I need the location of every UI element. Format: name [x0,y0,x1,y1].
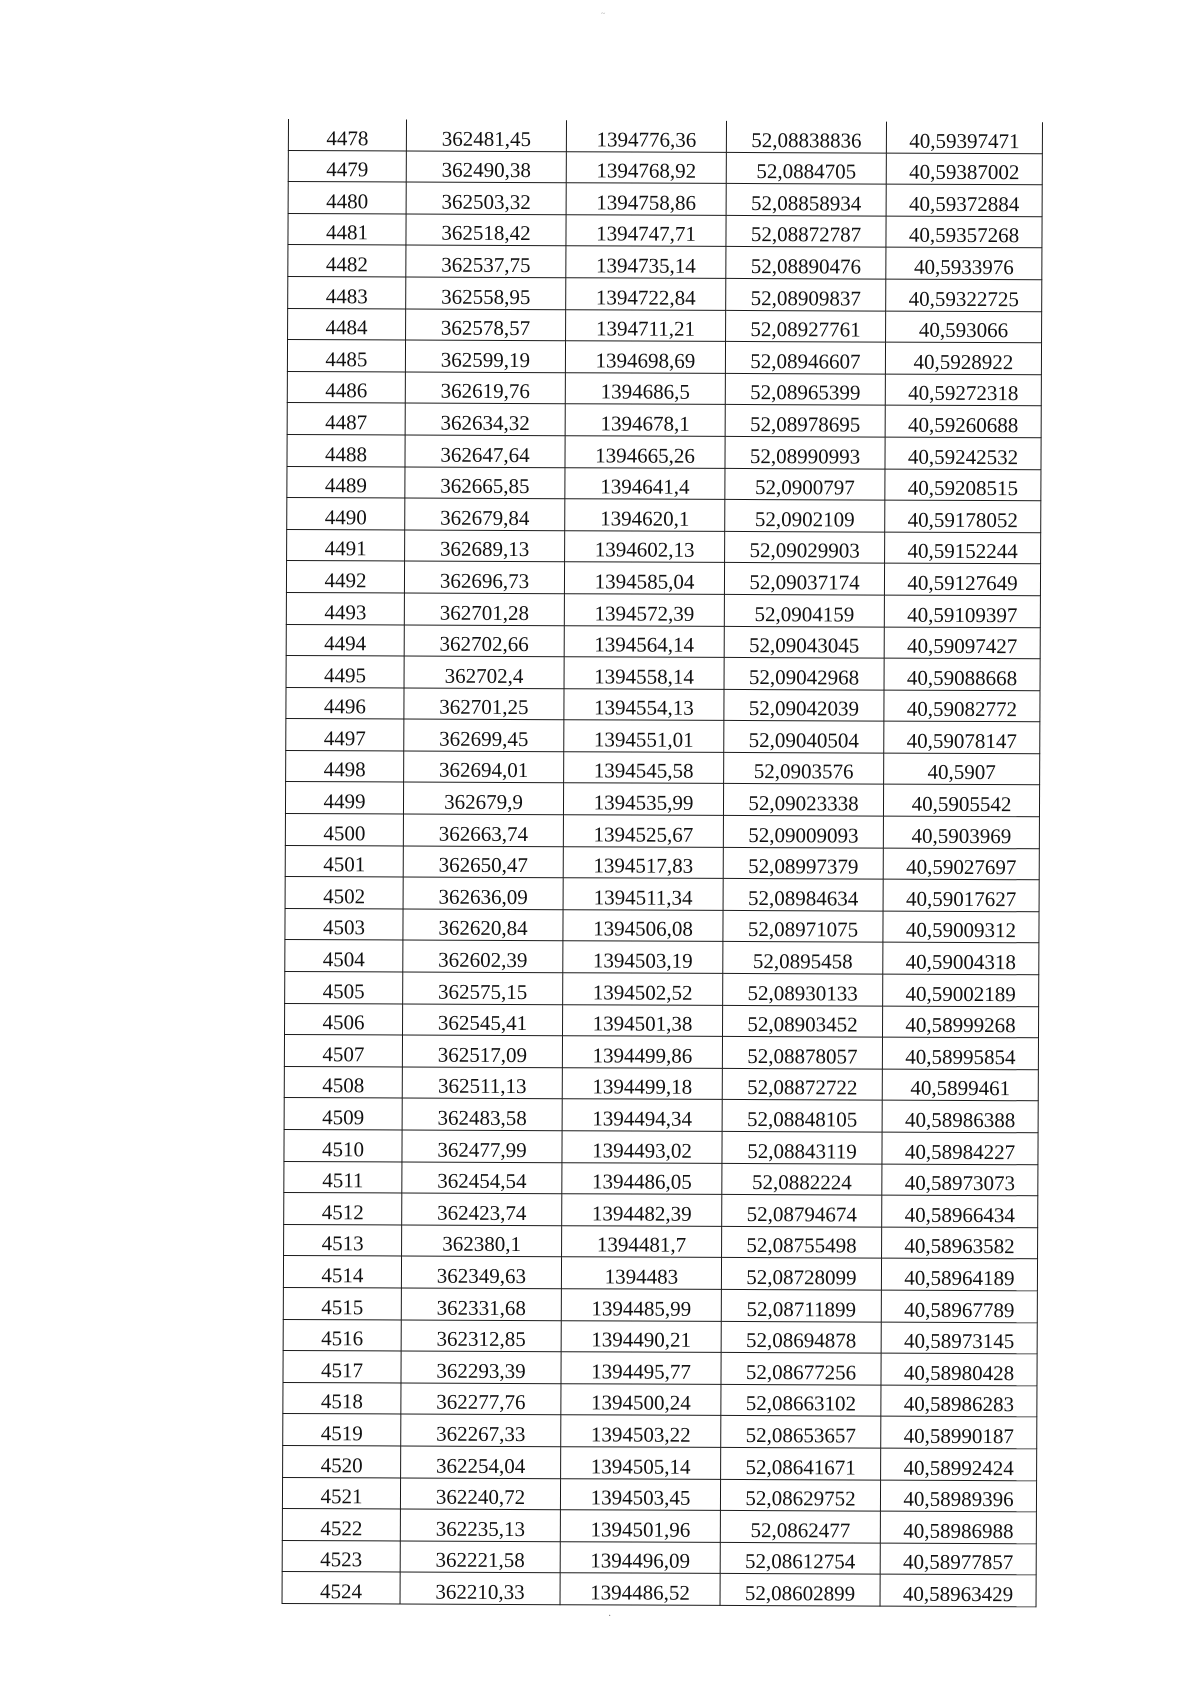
longitude-cell: 40,5903969 [883,816,1039,848]
y-coordinate-cell: 1394483 [561,1257,721,1289]
y-coordinate-cell: 1394486,52 [560,1573,720,1605]
y-coordinate-cell: 1394572,39 [564,594,724,626]
table-row [283,1382,1037,1417]
longitude-cell: 40,58977857 [880,1543,1036,1575]
longitude-cell: 40,59002189 [883,974,1039,1006]
table-row [282,1509,1036,1544]
latitude-cell: 52,09042968 [724,658,884,690]
x-coordinate-cell: 362312,85 [401,1320,561,1352]
x-coordinate-cell: 362702,66 [404,625,564,657]
table-row [287,498,1041,533]
latitude-cell: 52,08838836 [726,121,886,153]
table-row [287,340,1041,375]
x-coordinate-cell: 362293,39 [401,1351,561,1383]
longitude-cell: 40,58986388 [882,1101,1038,1133]
longitude-cell: 40,5905542 [883,785,1039,817]
latitude-cell: 52,0895458 [723,942,883,974]
longitude-cell: 40,59109397 [884,595,1040,627]
table-row [288,119,1042,153]
longitude-cell: 40,59017627 [883,879,1039,911]
table-row [282,1477,1036,1512]
point-number-cell: 4484 [288,308,406,340]
point-number-cell: 4500 [285,814,403,846]
x-coordinate-cell: 362483,58 [402,1098,562,1130]
longitude-cell: 40,58973145 [881,1322,1037,1354]
x-coordinate-cell: 362518,42 [406,214,566,246]
latitude-cell: 52,08728099 [721,1258,881,1290]
point-number-cell: 4506 [285,1003,403,1035]
y-coordinate-cell: 1394485,99 [561,1289,721,1321]
table-row [283,1351,1037,1386]
longitude-cell: 40,59097427 [884,627,1040,659]
y-coordinate-cell: 1394768,92 [566,151,726,183]
latitude-cell: 52,08602899 [720,1574,880,1606]
table-row [283,1445,1037,1480]
table-row [287,434,1041,469]
point-number-cell: 4491 [287,529,405,561]
longitude-cell: 40,5899461 [882,1069,1038,1101]
point-number-cell: 4494 [286,624,404,656]
x-coordinate-cell: 362699,45 [404,719,564,751]
longitude-cell: 40,59260688 [885,405,1041,437]
x-coordinate-cell: 362240,72 [400,1478,560,1510]
x-coordinate-cell: 362235,13 [400,1509,560,1541]
x-coordinate-cell: 362277,76 [401,1383,561,1415]
point-number-cell: 4487 [287,403,405,435]
x-coordinate-cell: 362267,33 [401,1414,561,1446]
y-coordinate-cell: 1394493,02 [562,1131,722,1163]
table-row [286,719,1040,754]
point-number-cell: 4509 [284,1098,402,1130]
latitude-cell: 52,08946607 [725,342,885,374]
latitude-cell: 52,09009093 [723,815,883,847]
latitude-cell: 52,0902109 [725,500,885,532]
y-coordinate-cell: 1394482,39 [562,1194,722,1226]
table-row [283,1256,1037,1291]
scan-speck: ~ [601,9,606,18]
longitude-cell: 40,59372884 [886,184,1042,216]
table-row [286,687,1040,722]
longitude-cell: 40,59208515 [885,469,1041,501]
table-row [285,877,1039,912]
y-coordinate-cell: 1394554,13 [564,688,724,720]
y-coordinate-cell: 1394499,86 [562,1036,722,1068]
table-row [286,561,1040,596]
y-coordinate-cell: 1394494,34 [562,1099,722,1131]
latitude-cell: 52,09023338 [723,784,883,816]
table-row [286,592,1040,627]
y-coordinate-cell: 1394502,52 [563,973,723,1005]
x-coordinate-cell: 362503,32 [406,182,566,214]
x-coordinate-cell: 362511,13 [402,1067,562,1099]
latitude-cell: 52,08984634 [723,879,883,911]
x-coordinate-cell: 362599,19 [405,340,565,372]
x-coordinate-cell: 362221,58 [400,1541,560,1573]
x-coordinate-cell: 362517,09 [402,1035,562,1067]
point-number-cell: 4507 [284,1035,402,1067]
y-coordinate-cell: 1394490,21 [561,1320,721,1352]
table-row [288,150,1042,185]
table-row [284,1098,1038,1133]
point-number-cell: 4508 [284,1066,402,1098]
point-number-cell: 4489 [287,466,405,498]
longitude-cell: 40,59027697 [883,848,1039,880]
x-coordinate-cell: 362679,84 [405,498,565,530]
point-number-cell: 4479 [288,150,406,182]
table-row [288,245,1042,280]
point-number-cell: 4514 [283,1256,401,1288]
latitude-cell: 52,08629752 [720,1479,880,1511]
table-row [284,1193,1038,1228]
y-coordinate-cell: 1394776,36 [566,120,726,152]
longitude-cell: 40,59387002 [886,153,1042,185]
y-coordinate-cell: 1394496,09 [560,1541,720,1573]
latitude-cell: 52,08794674 [722,1195,882,1227]
longitude-cell: 40,58995854 [882,1037,1038,1069]
x-coordinate-cell: 362490,38 [406,151,566,183]
x-coordinate-cell: 362575,15 [403,972,563,1004]
x-coordinate-cell: 362558,95 [406,277,566,309]
longitude-cell: 40,58986988 [880,1511,1036,1543]
table-row [288,213,1042,248]
latitude-cell: 52,08909837 [726,278,886,310]
table-row [286,624,1040,659]
latitude-cell: 52,0884705 [726,152,886,184]
y-coordinate-cell: 1394711,21 [566,309,726,341]
longitude-cell: 40,58999268 [882,1006,1038,1038]
latitude-cell: 52,08677256 [721,1353,881,1385]
longitude-cell: 40,58986283 [881,1385,1037,1417]
table-row [285,814,1039,849]
x-coordinate-cell: 362481,45 [406,120,566,152]
point-number-cell: 4503 [285,908,403,940]
table-row [288,308,1042,343]
y-coordinate-cell: 1394665,26 [565,436,725,468]
latitude-cell: 52,0862477 [720,1511,880,1543]
y-coordinate-cell: 1394501,96 [560,1510,720,1542]
point-number-cell: 4517 [283,1351,401,1383]
y-coordinate-cell: 1394678,1 [565,404,725,436]
longitude-cell: 40,58963582 [882,1227,1038,1259]
latitude-cell: 52,08997379 [723,847,883,879]
table-row [284,1161,1038,1196]
table-row [287,371,1041,406]
point-number-cell: 4520 [283,1445,401,1477]
table-row [284,1224,1038,1259]
y-coordinate-cell: 1394501,38 [563,1004,723,1036]
y-coordinate-cell: 1394505,14 [561,1447,721,1479]
x-coordinate-cell: 362679,9 [403,782,563,814]
latitude-cell: 52,0903576 [724,752,884,784]
y-coordinate-cell: 1394551,01 [564,720,724,752]
point-number-cell: 4497 [286,719,404,751]
x-coordinate-cell: 362650,47 [403,846,563,878]
table-row [282,1540,1036,1575]
latitude-cell: 52,09029903 [725,531,885,563]
y-coordinate-cell: 1394500,24 [561,1383,721,1415]
y-coordinate-cell: 1394503,45 [560,1478,720,1510]
y-coordinate-cell: 1394686,5 [565,372,725,404]
point-number-cell: 4492 [286,561,404,593]
latitude-cell: 52,08930133 [723,973,883,1005]
y-coordinate-cell: 1394545,58 [564,752,724,784]
x-coordinate-cell: 362634,32 [405,403,565,435]
y-coordinate-cell: 1394481,7 [562,1225,722,1257]
longitude-cell: 40,58963429 [880,1574,1036,1606]
point-number-cell: 4481 [288,213,406,245]
latitude-cell: 52,08927761 [726,310,886,342]
x-coordinate-cell: 362602,39 [403,940,563,972]
latitude-cell: 52,08978695 [725,405,885,437]
point-number-cell: 4493 [286,592,404,624]
latitude-cell: 52,08878057 [722,1037,882,1069]
table-row [285,1003,1039,1038]
scan-dot: · [608,1611,612,1622]
x-coordinate-cell: 362349,63 [401,1256,561,1288]
point-number-cell: 4519 [283,1414,401,1446]
latitude-cell: 52,09043045 [724,626,884,658]
point-number-cell: 4480 [288,182,406,214]
x-coordinate-cell: 362689,13 [405,530,565,562]
y-coordinate-cell: 1394585,04 [564,562,724,594]
y-coordinate-cell: 1394525,67 [563,815,723,847]
longitude-cell: 40,58966434 [882,1195,1038,1227]
table-row [285,908,1039,943]
longitude-cell: 40,59152244 [885,532,1041,564]
latitude-cell: 52,0882224 [722,1163,882,1195]
table-row [287,529,1041,564]
point-number-cell: 4515 [283,1287,401,1319]
longitude-cell: 40,59357268 [886,216,1042,248]
y-coordinate-cell: 1394620,1 [565,499,725,531]
latitude-cell: 52,09042039 [724,689,884,721]
x-coordinate-cell: 362665,85 [405,467,565,499]
longitude-cell: 40,5928922 [885,342,1041,374]
latitude-cell: 52,09040504 [724,721,884,753]
table-row [286,750,1040,785]
longitude-cell: 40,58990187 [881,1416,1037,1448]
coordinate-table-body [282,119,1042,1607]
longitude-cell: 40,58973073 [882,1164,1038,1196]
point-number-cell: 4485 [287,340,405,372]
table-row [284,1066,1038,1101]
table-row [282,1572,1036,1607]
longitude-cell: 40,58967789 [881,1290,1037,1322]
latitude-cell: 52,08872787 [726,215,886,247]
table-row [283,1287,1037,1322]
longitude-cell: 40,59078147 [884,721,1040,753]
latitude-cell: 52,08872722 [722,1068,882,1100]
y-coordinate-cell: 1394602,13 [565,530,725,562]
x-coordinate-cell: 362647,64 [405,435,565,467]
longitude-cell: 40,5907 [884,753,1040,785]
longitude-cell: 40,58980428 [881,1353,1037,1385]
table-row [286,656,1040,691]
longitude-cell: 40,59272318 [885,374,1041,406]
latitude-cell: 52,0904159 [724,594,884,626]
table-row [288,276,1042,311]
x-coordinate-cell: 362636,09 [403,877,563,909]
y-coordinate-cell: 1394517,83 [563,846,723,878]
point-number-cell: 4518 [283,1382,401,1414]
latitude-cell: 52,08848105 [722,1100,882,1132]
y-coordinate-cell: 1394486,05 [562,1162,722,1194]
x-coordinate-cell: 362254,04 [401,1446,561,1478]
table-row [283,1319,1037,1354]
coordinate-table [282,119,1043,1607]
table-row [284,1035,1038,1070]
longitude-cell: 40,59397471 [886,122,1042,154]
y-coordinate-cell: 1394735,14 [566,246,726,278]
x-coordinate-cell: 362477,99 [402,1130,562,1162]
table-row [287,403,1041,438]
latitude-cell: 52,08903452 [723,1005,883,1037]
latitude-cell: 52,08641671 [721,1447,881,1479]
point-number-cell: 4523 [282,1540,400,1572]
point-number-cell: 4504 [285,940,403,972]
x-coordinate-cell: 362210,33 [400,1572,560,1604]
point-number-cell: 4521 [282,1477,400,1509]
latitude-cell: 52,08858934 [726,184,886,216]
x-coordinate-cell: 362380,1 [402,1225,562,1257]
y-coordinate-cell: 1394747,71 [566,214,726,246]
x-coordinate-cell: 362537,75 [406,245,566,277]
table-row [284,1129,1038,1164]
x-coordinate-cell: 362619,76 [405,372,565,404]
table-row [288,182,1042,217]
latitude-cell: 52,08990993 [725,436,885,468]
point-number-cell: 4490 [287,498,405,530]
point-number-cell: 4524 [282,1572,400,1604]
x-coordinate-cell: 362423,74 [402,1193,562,1225]
latitude-cell: 52,08612754 [720,1542,880,1574]
y-coordinate-cell: 1394722,84 [566,278,726,310]
y-coordinate-cell: 1394503,22 [561,1415,721,1447]
y-coordinate-cell: 1394641,4 [565,467,725,499]
latitude-cell: 52,0900797 [725,468,885,500]
point-number-cell: 4498 [286,750,404,782]
y-coordinate-cell: 1394558,14 [564,657,724,689]
table-row [285,782,1039,817]
y-coordinate-cell: 1394698,69 [565,341,725,373]
x-coordinate-cell: 362578,57 [406,309,566,341]
point-number-cell: 4505 [285,972,403,1004]
table-row [287,466,1041,501]
longitude-cell: 40,5933976 [886,247,1042,279]
longitude-cell: 40,59322725 [886,279,1042,311]
y-coordinate-cell: 1394535,99 [563,783,723,815]
point-number-cell: 4501 [285,845,403,877]
x-coordinate-cell: 362454,54 [402,1162,562,1194]
longitude-cell: 40,59178052 [885,500,1041,532]
point-number-cell: 4512 [284,1193,402,1225]
point-number-cell: 4513 [284,1224,402,1256]
x-coordinate-cell: 362620,84 [403,909,563,941]
table-row [285,845,1039,880]
point-number-cell: 4486 [287,371,405,403]
longitude-cell: 40,59082772 [884,690,1040,722]
y-coordinate-cell: 1394506,08 [563,910,723,942]
point-number-cell: 4496 [286,687,404,719]
latitude-cell: 52,08663102 [721,1384,881,1416]
longitude-cell: 40,58984227 [882,1132,1038,1164]
y-coordinate-cell: 1394499,18 [562,1068,722,1100]
point-number-cell: 4488 [287,434,405,466]
latitude-cell: 52,09037174 [724,563,884,595]
latitude-cell: 52,08965399 [725,373,885,405]
table-row [285,972,1039,1007]
x-coordinate-cell: 362696,73 [404,561,564,593]
x-coordinate-cell: 362701,25 [404,688,564,720]
point-number-cell: 4478 [288,119,406,151]
y-coordinate-cell: 1394503,19 [563,941,723,973]
y-coordinate-cell: 1394564,14 [564,625,724,657]
latitude-cell: 52,08971075 [723,910,883,942]
x-coordinate-cell: 362701,28 [404,593,564,625]
longitude-cell: 40,593066 [886,311,1042,343]
x-coordinate-cell: 362545,41 [403,1004,563,1036]
point-number-cell: 4482 [288,245,406,277]
latitude-cell: 52,08694878 [721,1321,881,1353]
longitude-cell: 40,59009312 [883,911,1039,943]
longitude-cell: 40,59088668 [884,658,1040,690]
point-number-cell: 4510 [284,1129,402,1161]
point-number-cell: 4495 [286,656,404,688]
table-row [285,940,1039,975]
point-number-cell: 4522 [282,1509,400,1541]
longitude-cell: 40,59127649 [884,563,1040,595]
latitude-cell: 52,08755498 [722,1226,882,1258]
x-coordinate-cell: 362331,68 [401,1288,561,1320]
x-coordinate-cell: 362663,74 [403,814,563,846]
point-number-cell: 4511 [284,1161,402,1193]
latitude-cell: 52,08890476 [726,247,886,279]
y-coordinate-cell: 1394758,86 [566,183,726,215]
y-coordinate-cell: 1394495,77 [561,1352,721,1384]
x-coordinate-cell: 362702,4 [404,656,564,688]
longitude-cell: 40,59004318 [883,943,1039,975]
longitude-cell: 40,58989396 [880,1480,1036,1512]
point-number-cell: 4502 [285,877,403,909]
longitude-cell: 40,58964189 [881,1258,1037,1290]
y-coordinate-cell: 1394511,34 [563,878,723,910]
longitude-cell: 40,58992424 [881,1448,1037,1480]
latitude-cell: 52,08711899 [721,1289,881,1321]
latitude-cell: 52,08843119 [722,1131,882,1163]
point-number-cell: 4516 [283,1319,401,1351]
table-row [283,1414,1037,1449]
x-coordinate-cell: 362694,01 [404,751,564,783]
point-number-cell: 4499 [285,782,403,814]
point-number-cell: 4483 [288,276,406,308]
longitude-cell: 40,59242532 [885,437,1041,469]
latitude-cell: 52,08653657 [721,1416,881,1448]
